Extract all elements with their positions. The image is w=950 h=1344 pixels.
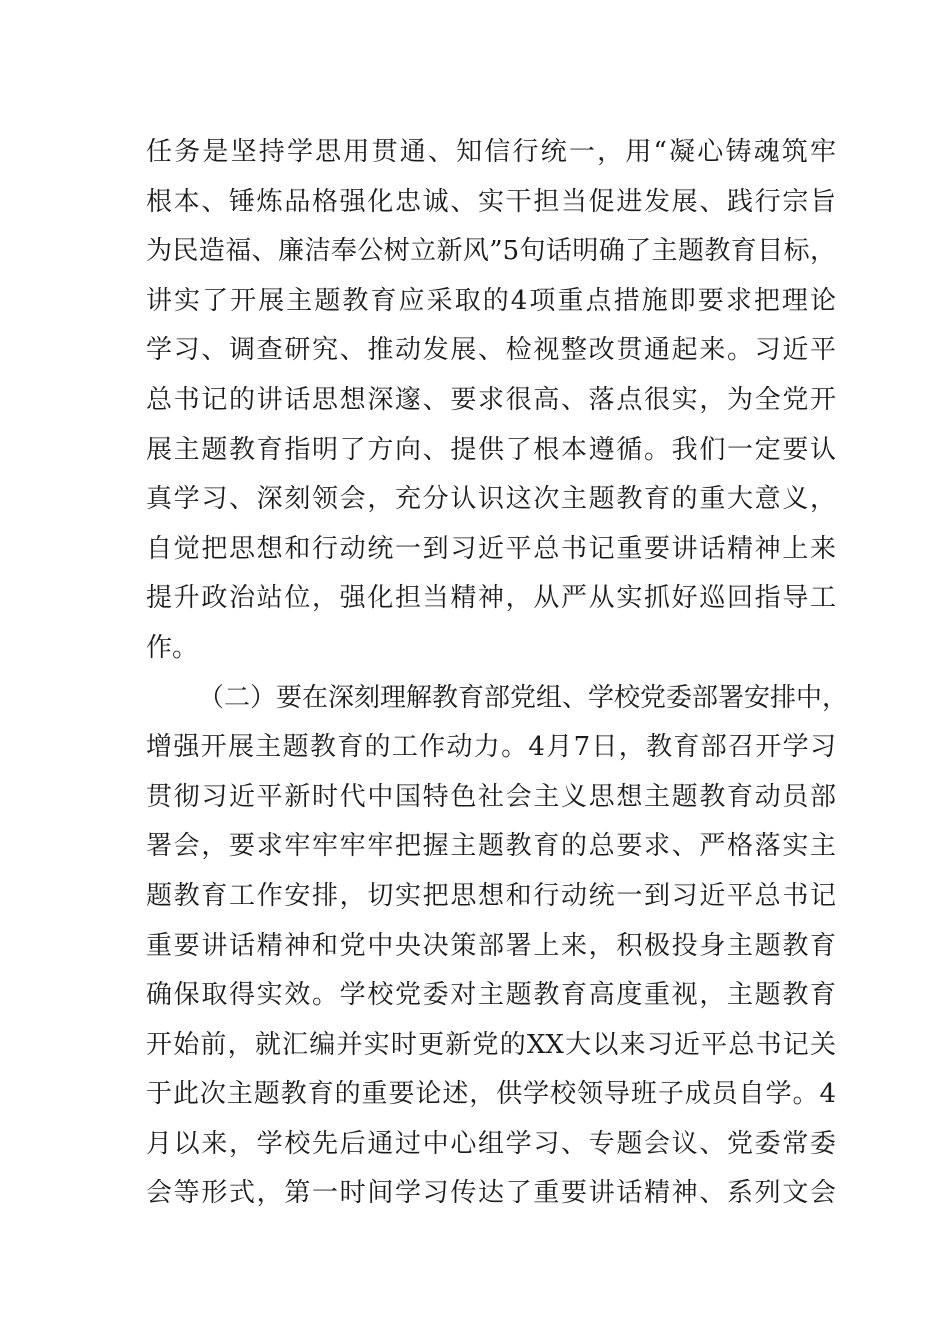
text-line-19: 开始前，就汇编并实时更新党的XX大以来习近平总书记关 [146, 1029, 836, 1060]
text-line-12: （二）要在深刻理解教育部党组、学校党委部署安排中， [198, 682, 849, 713]
text-line-8: 真学习、深刻领会，充分认识这次主题教育的重大意义， [146, 484, 836, 515]
text-line-9: 自觉把思想和行动统一到习近平总书记重要讲话精神上来 [146, 533, 836, 564]
text-line-22: 会等形式，第一时间学习传达了重要讲话精神、系列文会 [146, 1178, 836, 1209]
text-line-10: 提升政治站位，强化担当精神，从严从实抓好巡回指导工 [146, 583, 836, 614]
text-line-2: 根本、锤炼品格强化忠诚、实干担当促进发展、践行宗旨 [146, 186, 836, 217]
text-line-4: 讲实了开展主题教育应采取的4项重点措施即要求把理论 [146, 285, 836, 316]
body-text [146, 128, 849, 1219]
text-line-1: 任务是坚持学思用贯通、知信行统一，用“凝心铸魂筑牢 [146, 137, 836, 167]
text-line-5: 学习、调查研究、推动发展、检视整改贯通起来。习近平 [146, 335, 836, 366]
text-line-3: 为民造福、廉洁奉公树立新风”5句话明确了主题教育目标， [146, 236, 836, 267]
text-line-13: 增强开展主题教育的工作动力。4月7日，教育部召开学习 [146, 732, 836, 763]
text-line-21: 月以来，学校先后通过中心组学习、专题会议、党委常委 [146, 1128, 836, 1159]
text-line-14: 贯彻习近平新时代中国特色社会主义思想主题教育动员部 [146, 781, 836, 812]
text-line-7: 展主题教育指明了方向、提供了根本遵循。我们一定要认 [146, 434, 836, 465]
text-line-15: 署会，要求牢牢牢牢把握主题教育的总要求、严格落实主 [146, 831, 836, 862]
text-line-18: 确保取得实效。学校党委对主题教育高度重视，主题教育 [146, 980, 836, 1011]
text-line-6: 总书记的讲话思想深邃、要求很高、落点很实，为全党开 [146, 384, 836, 415]
text-line-16: 题教育工作安排，切实把思想和行动统一到习近平总书记 [146, 880, 836, 911]
text-line-11: 作。 [146, 632, 199, 663]
text-line-20: 于此次主题教育的重要论述，供学校领导班子成员自学。4 [146, 1079, 836, 1110]
text-line-17: 重要讲话精神和党中央决策部署上来，积极投身主题教育 [146, 930, 836, 961]
